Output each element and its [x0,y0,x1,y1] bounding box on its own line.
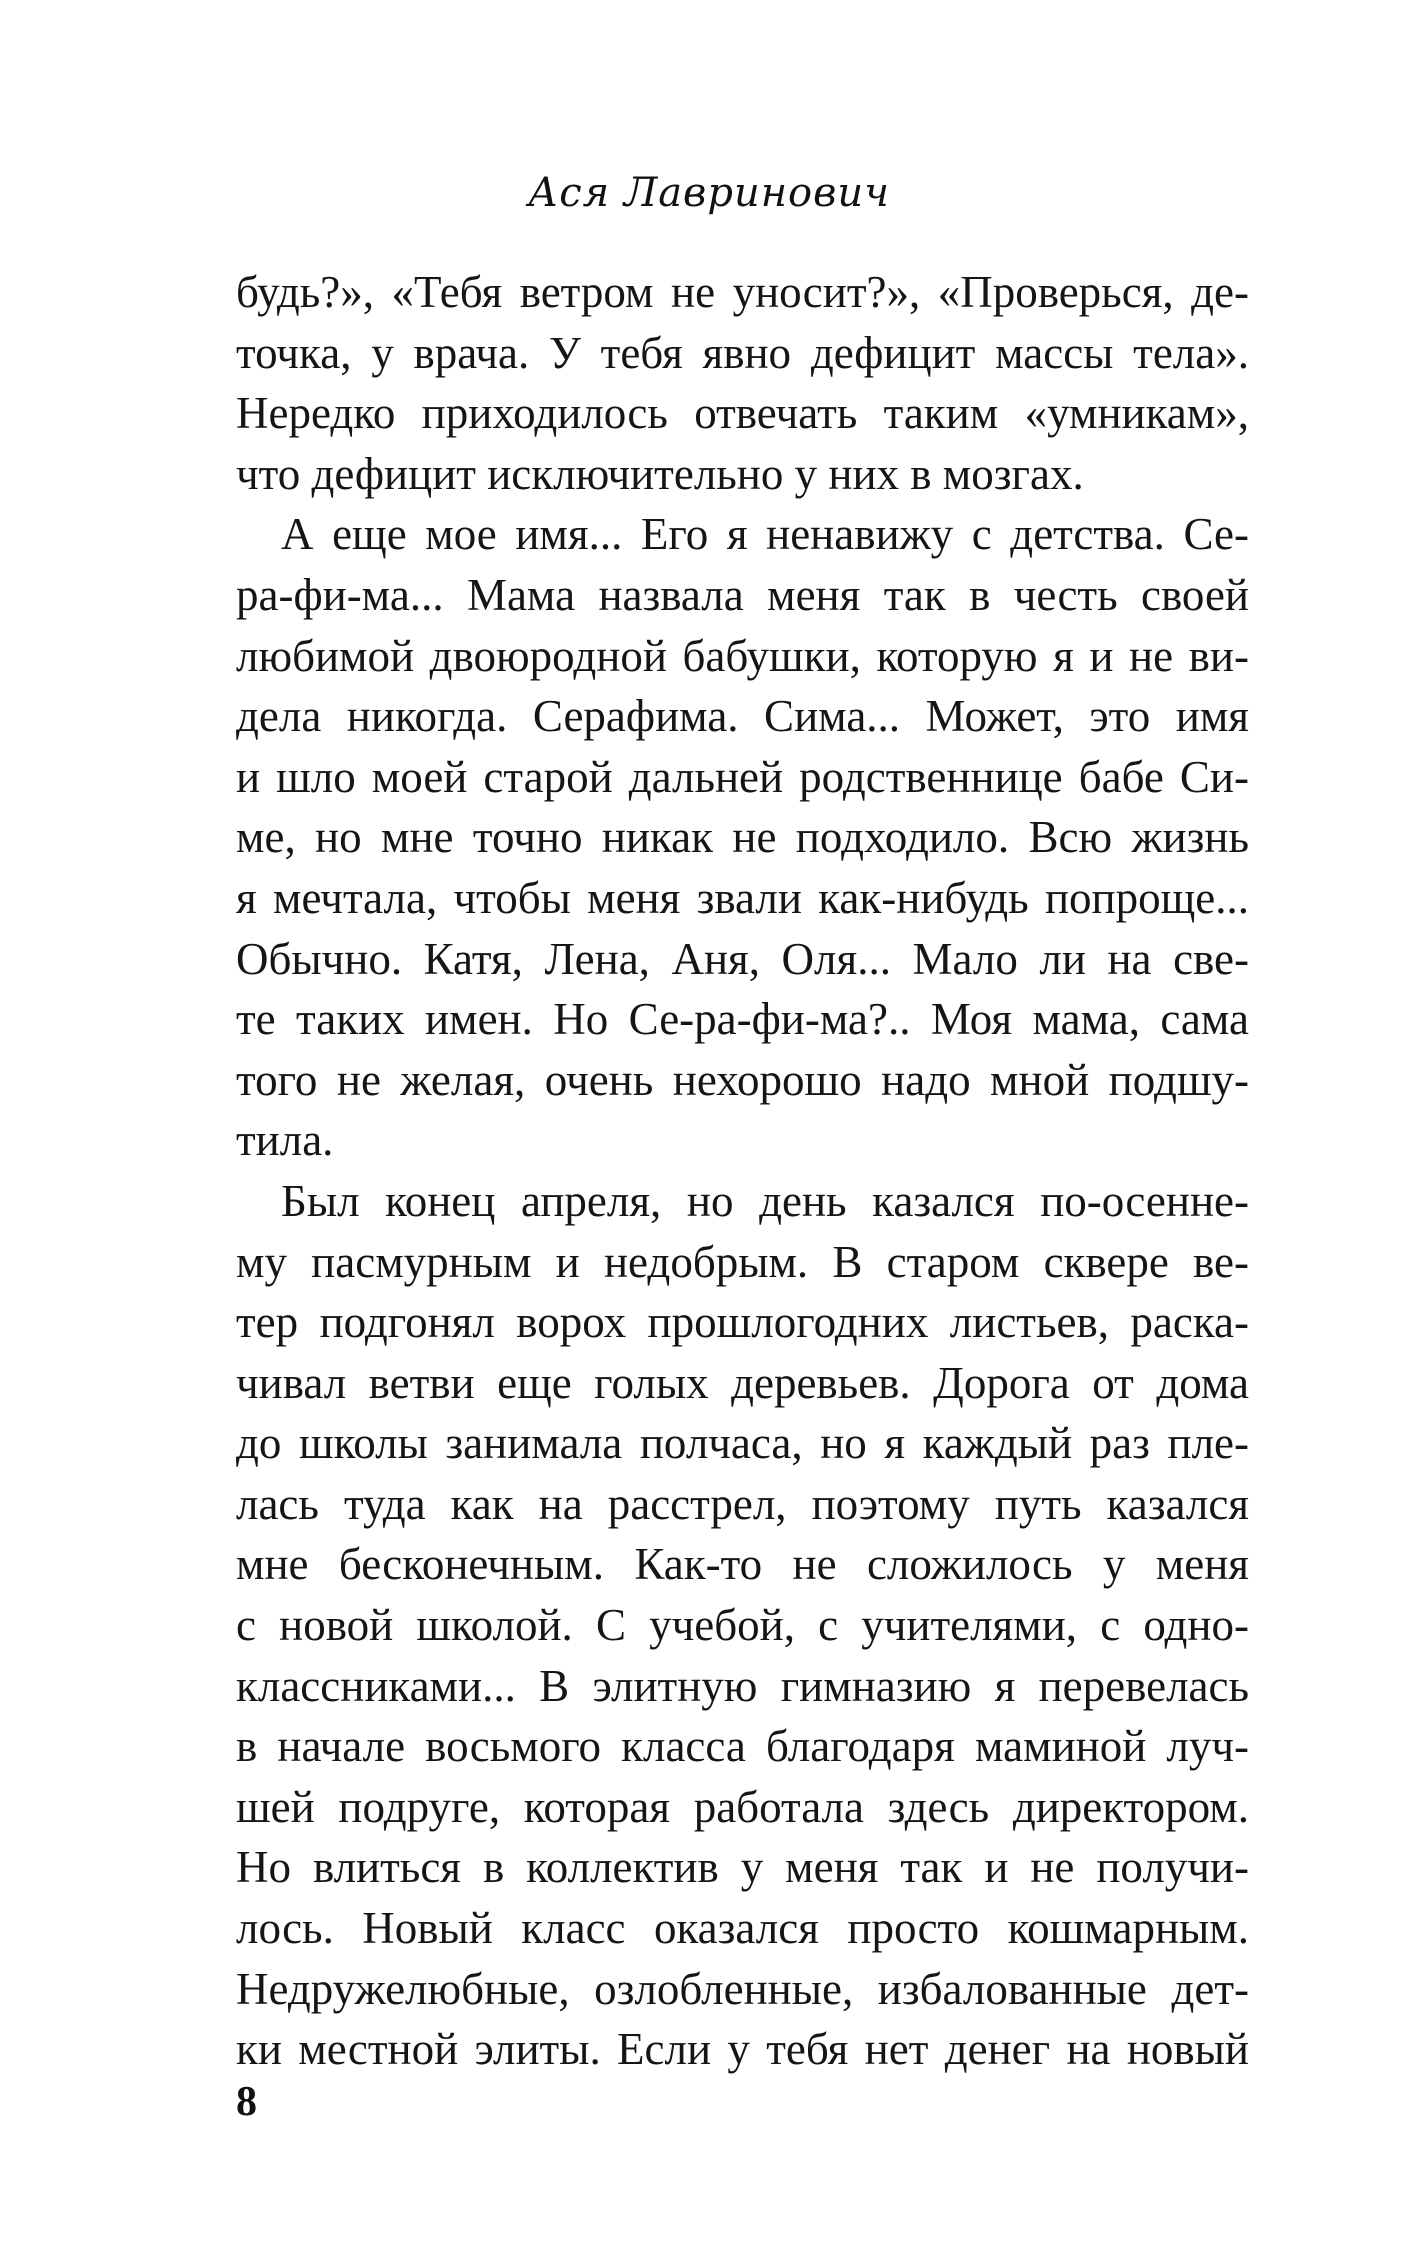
text-line: чивал ветви еще голых деревьев. Дорога от дома [236,1357,1249,1408]
body-text [236,262,1249,2080]
text-line: и шло моей старой дальней родственнице бабе Си- [236,751,1249,802]
text-line: с новой школой. С учебой, с учителями, с одно- [236,1600,1249,1651]
text-line: любимой двоюродной бабушки, которую я и не ви- [236,630,1249,681]
text-line: ме, но мне точно никак не подходило. Всю жизнь [236,812,1249,863]
page-number: 8 [236,2079,257,2125]
text-line: классниками... В элитную гимназию я перевелась [236,1660,1249,1711]
text-line: я мечтала, чтобы меня звали как-нибудь попроще... [236,872,1249,923]
text-line: мне бесконечным. Как-то не сложилось у меня [236,1539,1249,1590]
text-line: Был конец апреля, но день казался по-осенне- [281,1175,1249,1226]
text-line: Нередко приходилось отвечать таким «умникам», [236,388,1249,439]
text-line: тер подгонял ворох прошлогодних листьев, раска- [236,1297,1249,1348]
text-line: те таких имен. Но Се-ра-фи-ма?.. Моя мама, сама [236,994,1249,1045]
text-line: ки местной элиты. Если у тебя нет денег на новый [236,2024,1249,2075]
text-line: Но влиться в коллектив у меня так и не получи- [236,1842,1249,1893]
text-line: будь?», «Тебя ветром не уносит?», «Проверься, де- [236,267,1249,317]
text-line: Недружелюбные, озлобленные, избалованные дет- [236,1963,1249,2014]
text-line: му пасмурным и недобрым. В старом сквере ве- [236,1236,1249,1287]
text-line: что дефицит исключительно у них в мозгах. [236,448,1084,499]
text-line: точка, у врача. У тебя явно дефицит массы тела». [236,327,1249,378]
text-line: тила. [236,1115,334,1166]
text-line: дела никогда. Серафима. Сима... Может, это имя [236,691,1249,742]
running-header-author: Ася Лавринович [527,170,891,216]
text-line: лась туда как на расстрел, поэтому путь казался [236,1478,1249,1529]
text-line: до школы занимала полчаса, но я каждый раз пле- [236,1418,1249,1469]
text-line: в начале восьмого класса благодаря маминой луч- [236,1721,1249,1772]
text-line: А еще мое имя... Его я ненавижу с детства. Се- [281,509,1249,560]
text-line: лось. Новый класс оказался просто кошмарным. [236,1903,1249,1954]
text-line: ра-фи-ма... Мама назвала меня так в честь своей [236,569,1249,620]
text-line: шей подруге, которая работала здесь директором. [236,1781,1249,1832]
text-line: Обычно. Катя, Лена, Аня, Оля... Мало ли на све- [236,933,1249,984]
text-line: того не желая, очень нехорошо надо мной подшу- [236,1054,1249,1105]
